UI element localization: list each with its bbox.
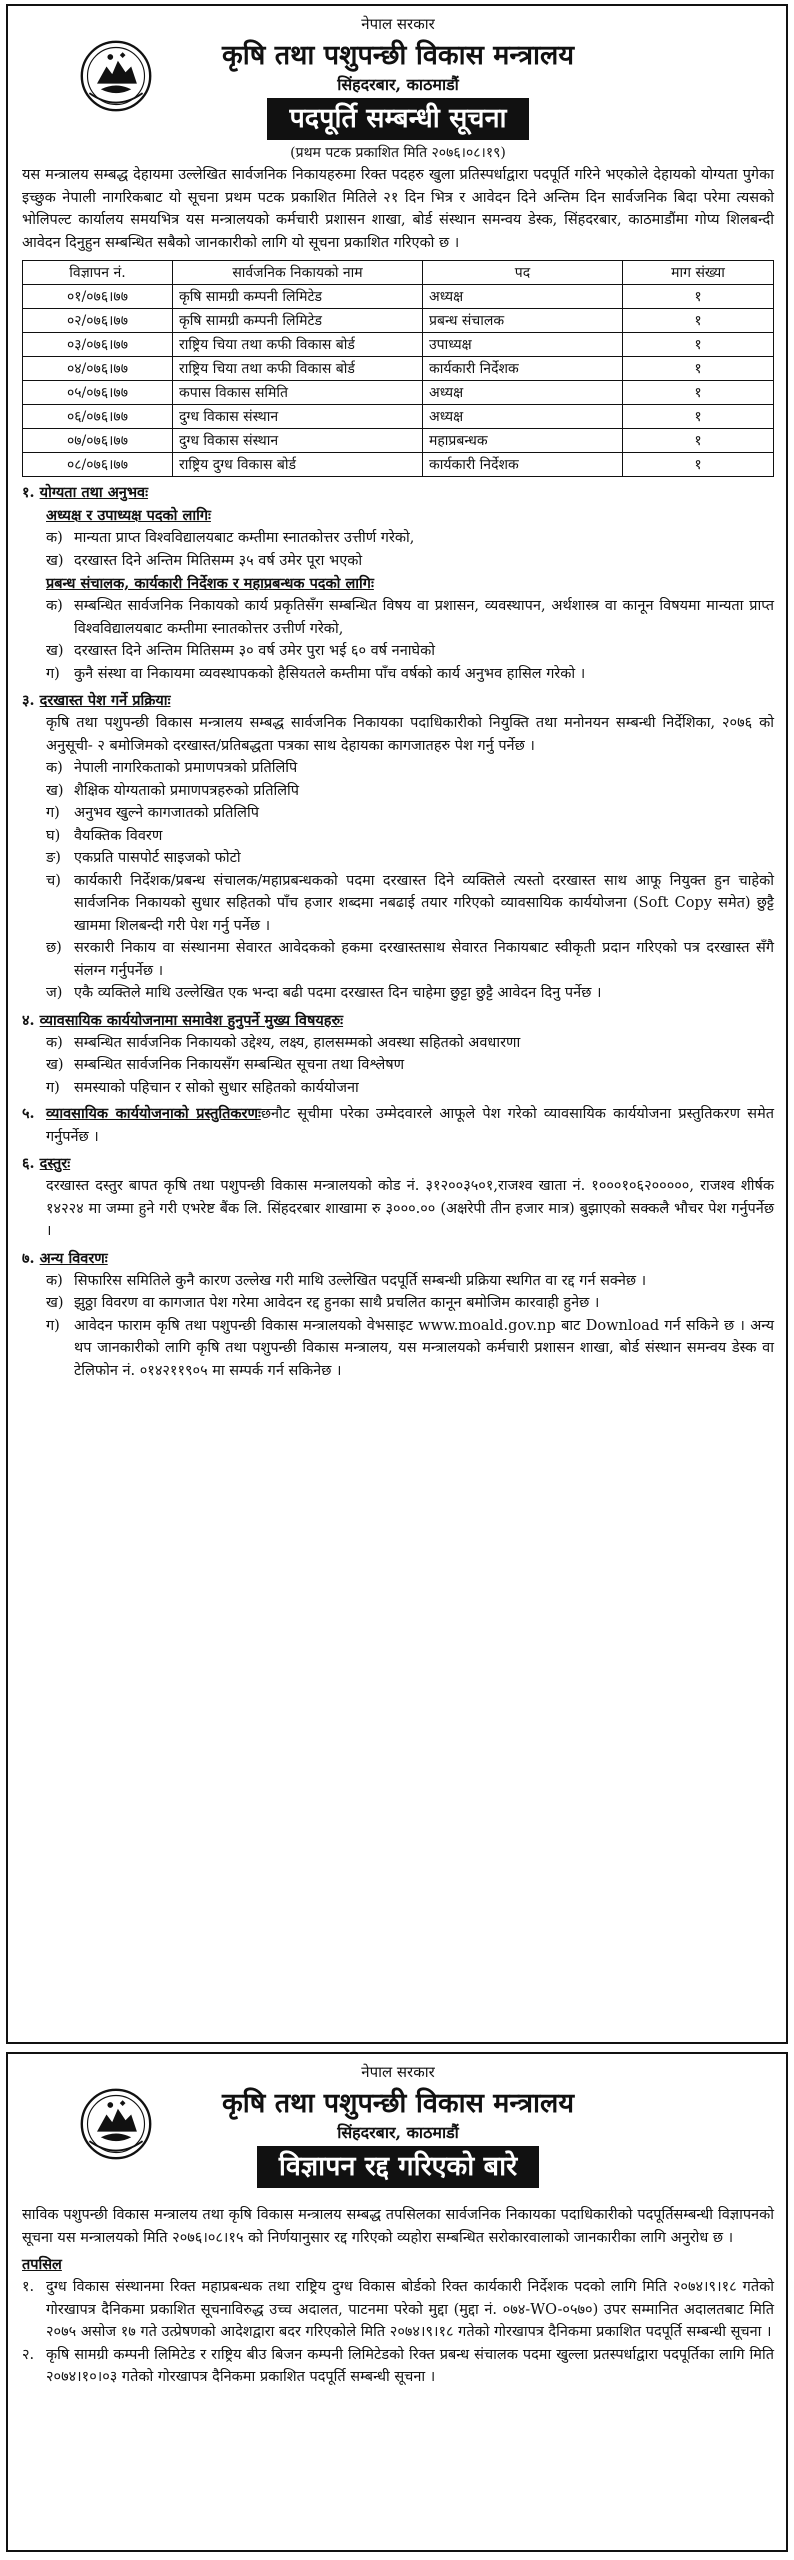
list-marker: ख) — [46, 552, 64, 569]
list-marker: ख) — [46, 782, 64, 799]
list-item — [22, 550, 774, 573]
table-row — [23, 381, 774, 405]
ministry-location: सिंहदरबार, काठमाडौं — [337, 2123, 459, 2142]
section-text: ५. व्यावसायिक कार्ययोजनाको प्रस्तुतिकरणःछनौट सूचीमा परेका उम्मेदवारले आफूले पेश गरेको व्यावसायिक कार्ययोजना प्रस्तुतिकरण समेत गर्नुपर्नेछ । — [22, 1105, 775, 1145]
list-text: सम्बन्धित सार्वजनिक निकायको उद्देश्य, लक्ष्य, हालसम्मको अवस्था सहितको अवधारणा — [74, 1034, 521, 1051]
list-item — [22, 982, 774, 1005]
cell-post: कार्यकारी निर्देशक — [423, 453, 623, 477]
notice-header — [22, 14, 774, 164]
list-marker: ग) — [46, 1079, 60, 1096]
vacancy-notice — [6, 4, 788, 2044]
list-marker: ग) — [46, 805, 60, 821]
cell-ad-no: ०२/०७६।७७ — [23, 309, 173, 333]
list-text: कृषि सामग्री कम्पनी लिमिटेड र राष्ट्रिय बीउ बिजन कम्पनी लिमिटेडको रिक्त प्रबन्ध संचालक पदमा खुल्ला प्रतस्पर्धाद्वारा पदपूर्तिका लागि मिति २०७४।१०।०३ गतेको गोरखापत्र दैनिकमा प्रकाशित पदपूर्ति सम्बन्धी सूचना । — [46, 2346, 774, 2385]
list-marker: क) — [46, 760, 63, 776]
government-label: नेपाल सरकार — [361, 15, 435, 33]
table-row — [23, 309, 774, 333]
list-text: एकै व्यक्तिले माथि उल्लेखित एक भन्दा बढी पदमा दरखास्त दिन चाहेमा छुट्टा छुट्टै आवेदन दिनु पर्नेछ । — [74, 985, 602, 1001]
list-text: कुनै संस्था वा निकायमा व्यवस्थापकको हैसियतले कम्तीमा पाँच वर्षको कार्य अनुभव हासिल गरेको । — [74, 665, 586, 682]
list-marker: ङ) — [46, 850, 61, 866]
cell-post: अध्यक्ष — [423, 381, 623, 405]
cell-ad-no: ०१/०७६।७७ — [23, 285, 173, 309]
cell-entity: कृषि सामग्री कम्पनी लिमिटेड — [173, 285, 423, 309]
ministry-name: कृषि तथा पशुपन्छी विकास मन्त्रालय — [221, 40, 574, 71]
list-text: शैक्षिक योग्यताको प्रमाणपत्रहरुको प्रतिलिपि — [74, 782, 300, 799]
section-application-process — [22, 689, 774, 1005]
col-header-post: पद — [423, 261, 623, 285]
list-marker: क) — [46, 1034, 63, 1051]
list-text: दुग्ध विकास संस्थानमा रिक्त महाप्रबन्धक तथा राष्ट्रिय दुग्ध विकास बोर्डको रिक्त कार्यकारी निर्देशक पदको लागि मिति २०७४।९।१८ गतेको गोरखापत्र दैनिकमा प्रकाशित सूचनाविरुद्ध उच्च अदालत, पाटनमा परेको मुद्दा (मुद्दा नं. ०७४-WO-०५७०) उपर सम्मानित अदालतबाट मिति २०७५ असोज १७ गते उत्प्रेषणको आदेशद्वारा बदर गरिएकोले मिति २०७४।९।१८ गतेको गोरखापत्र दैनिकमा प्रकाशित पदपूर्ति सम्बन्धी सूचना । — [46, 2279, 774, 2340]
section-heading: १. योग्यता तथा अनुभवः — [22, 484, 149, 501]
details-heading: तपसिल — [22, 2256, 62, 2273]
section-fee — [22, 1152, 774, 1243]
cell-post: महाप्रबन्धक — [423, 429, 623, 453]
list-marker: ख) — [46, 1295, 64, 1311]
intro-paragraph: यस मन्त्रालय सम्बद्ध देहायमा उल्लेखित सार्वजनिक निकायहरुमा रिक्त पदहरु खुला प्रतिस्पर्धाद्वारा पदपूर्ति गरिने भएकोले देहायको योग्यता पुगेका इच्छुक नेपाली नागरिकबाट यो सूचना प्रथम पटक प्रकाशित मितिले २१ दिन भित्र र आवेदन दिने अन्तिम दिन सार्वजनिक बिदा परेमा त्यसको भोलिपल्ट कार्यालय समयभित्र यस मन्त्रालयको कर्मचारी प्रशासन शाखा, बोर्ड संस्थान समन्वय डेस्क, सिंहदरबार, काठमाडौंमा गोप्य शिलबन्दी आवेदन दिनुहुन सम्बन्धित सबैको जानकारीको लागि यो सूचना प्रकाशित गरिएको छ । — [22, 167, 774, 251]
list-text: दरखास्त दिने अन्तिम मितिसम्म ३० वर्ष उमेर पुरा भई ६० वर्ष ननाघेको — [74, 643, 435, 659]
list-item — [22, 870, 774, 938]
list-item — [22, 2276, 774, 2344]
list-marker: १. — [22, 2279, 35, 2295]
list-marker: च) — [46, 872, 61, 889]
cell-ad-no: ०६/०७६।७७ — [23, 405, 173, 429]
cell-count: १ — [623, 309, 774, 333]
cell-ad-no: ०४/०७६।७७ — [23, 357, 173, 381]
list-text: सम्बन्धित सार्वजनिक निकायसँग सम्बन्धित सूचना तथा विश्लेषण — [74, 1057, 405, 1073]
notice-header — [22, 2062, 774, 2204]
government-emblem-icon — [78, 2086, 154, 2162]
list-marker: ग) — [46, 1317, 60, 1334]
cell-post: प्रबन्ध संचालक — [423, 309, 623, 333]
cell-count: १ — [623, 285, 774, 309]
list-item — [22, 847, 774, 870]
section-qualification — [22, 481, 774, 685]
table-row — [23, 285, 774, 309]
item-list — [22, 527, 774, 572]
list-marker: घ) — [46, 827, 61, 844]
vacancy-table — [22, 260, 774, 477]
subsection-heading: प्रबन्ध संचालक, कार्यकारी निर्देशक र महाप्रबन्धक पदको लागिः — [46, 575, 374, 592]
list-item — [22, 802, 774, 825]
vacancy-table-body — [23, 285, 774, 477]
cell-entity: राष्ट्रिय चिया तथा कफी विकास बोर्ड — [173, 333, 423, 357]
list-item — [22, 1032, 774, 1055]
section-business-plan-presentation — [22, 1103, 774, 1148]
list-text: सिफारिस समितिले कुनै कारण उल्लेख गरी माथि उल्लेखित पदपूर्ति सम्बन्धी प्रक्रिया स्थगित वा रद्द गर्न सक्नेछ । — [74, 1272, 647, 1289]
list-marker: ख) — [46, 1057, 64, 1073]
table-header-row — [23, 261, 774, 285]
table-row — [23, 333, 774, 357]
list-item — [22, 1270, 774, 1293]
list-item — [22, 780, 774, 803]
item-list — [22, 1270, 774, 1383]
cell-post: कार्यकारी निर्देशक — [423, 357, 623, 381]
list-marker: ख) — [46, 643, 64, 659]
section-heading: ६. दस्तुरः — [22, 1155, 71, 1172]
list-item — [22, 757, 774, 780]
cell-entity: दुग्ध विकास संस्थान — [173, 429, 423, 453]
section-heading: ३. दरखास्त पेश गर्ने प्रक्रियाः — [22, 692, 171, 709]
item-list — [22, 757, 774, 1005]
intro-paragraph: साविक पशुपन्छी विकास मन्त्रालय तथा कृषि विकास मन्त्रालय सम्बद्ध तपसिलका सार्वजनिक निकायका पदाधिकारीको पदपूर्तिसम्बन्धी विज्ञापनको सूचना यस मन्त्रालयको मिति २०७६।०८।१५ को निर्णयानुसार रद्द गरिएको व्यहोरा सम्बन्धित सरोकारवालाको जानकारीका लागि अनुरोध छ । — [22, 2207, 774, 2246]
cell-entity: राष्ट्रिय चिया तथा कफी विकास बोर्ड — [173, 357, 423, 381]
publish-note: (प्रथम पटक प्रकाशित मिति २०७६।०८।१९) — [290, 145, 506, 161]
subsection-heading: अध्यक्ष र उपाध्यक्ष पदको लागिः — [46, 507, 211, 524]
list-marker: क) — [46, 1272, 63, 1289]
list-text: नेपाली नागरिकताको प्रमाणपत्रको प्रतिलिपि — [74, 760, 298, 776]
list-marker: ज) — [46, 985, 63, 1001]
list-text: झुठ्ठा विवरण वा कागजात पेश गरेमा आवेदन रद्द हुनका साथै प्रचलित कानून बमोजिम कारवाही हुनेछ । — [74, 1295, 600, 1311]
section-paragraph: दरखास्त दस्तुर बापत कृषि तथा पशुपन्छी विकास मन्त्रालयको कोड नं. ३१२००३५०१,राजश्व खाता नं. १०००१०६२०००००, राजश्व शीर्षक १४२२४ मा जम्मा हुने गरी एभरेष्ट बैंक लि. सिंहदरबार शाखामा रु ३०००.०० (अक्षरेपी तीन हजार मात्र) बुझाएको सक्कलै भौचर पेश गर्नुपर्नेछ । — [46, 1178, 774, 1239]
government-emblem-icon — [78, 38, 154, 114]
list-marker: क) — [46, 530, 63, 546]
list-text: सम्बन्धित सार्वजनिक निकायको कार्य प्रकृतिसँग सम्बन्धित विषय वा प्रशासन, व्यवस्थापन, अर्थशास्त्र वा कानून विषयमा मान्यता प्राप्त विश्वविद्यालयबाट कम्तीमा स्नातकोत्तर उत्तीर्ण गरेको, — [74, 598, 774, 637]
notice-title: पदपूर्ति सम्बन्धी सूचना — [267, 98, 528, 140]
list-text: मान्यता प्राप्त विश्वविद्यालयबाट कम्तीमा स्नातकोत्तर उत्तीर्ण गरेको, — [74, 530, 415, 546]
section-heading: ४. व्यावसायिक कार्ययोजनामा समावेश हुनुपर्ने मुख्य विषयहरुः — [22, 1011, 344, 1029]
list-text: सरकारी निकाय वा संस्थानमा सेवारत आवेदकको हकमा दरखास्तसाथ सेवारत निकायबाट स्वीकृती प्रदान गरिएको पत्र दरखास्त सँगै संलग्न गर्नुपर्नेछ । — [74, 940, 774, 979]
list-text: समस्याको पहिचान र सोको सुधार सहितको कार्ययोजना — [74, 1079, 359, 1096]
list-text: दरखास्त दिने अन्तिम मितिसम्म ३५ वर्ष उमेर पूरा भएको — [74, 552, 363, 569]
table-row — [23, 357, 774, 381]
cell-ad-no: ०५/०७६।७७ — [23, 381, 173, 405]
list-item — [22, 1292, 774, 1315]
cell-count: १ — [623, 381, 774, 405]
col-header-ad-no: विज्ञापन नं. — [23, 261, 173, 285]
cell-count: १ — [623, 357, 774, 381]
table-row — [23, 453, 774, 477]
item-list — [22, 595, 774, 685]
cell-ad-no: ०७/०७६।७७ — [23, 429, 173, 453]
list-item — [22, 640, 774, 663]
list-item — [22, 2344, 774, 2389]
cell-post: अध्यक्ष — [423, 405, 623, 429]
list-item — [22, 1054, 774, 1077]
list-text: अनुभव खुल्ने कागजातको प्रतिलिपि — [74, 805, 259, 821]
cell-post: उपाध्यक्ष — [423, 333, 623, 357]
col-header-entity: सार्वजनिक निकायको नाम — [173, 261, 423, 285]
cell-ad-no: ०३/०७६।७७ — [23, 333, 173, 357]
item-list — [22, 2276, 774, 2389]
list-item — [22, 595, 774, 640]
cell-count: १ — [623, 333, 774, 357]
list-text: एकप्रति पासपोर्ट साइजको फोटो — [74, 850, 241, 866]
cancellation-notice — [6, 2052, 788, 2552]
ministry-name: कृषि तथा पशुपन्छी विकास मन्त्रालय — [221, 2088, 574, 2119]
list-marker: क) — [46, 598, 63, 614]
section-other-details — [22, 1247, 774, 1383]
list-text: कार्यकारी निर्देशक/प्रबन्ध संचालक/महाप्रबन्धकको पदमा दरखास्त दिने व्यक्तिले त्यस्तो दरखास्त साथ आफू नियुक्त हुन चाहेको सार्वजनिक निकायको सुधार सहितको पाँच हजार शब्दमा नबढाई तयार गरिएको व्यावसायिक कार्ययोजना (Soft Copy समेत) छुट्टै खाममा शिलबन्दी गरी पेश गर्नु पर्नेछ । — [74, 872, 774, 934]
list-marker: ग) — [46, 665, 60, 682]
cell-entity: दुग्ध विकास संस्थान — [173, 405, 423, 429]
list-item — [22, 527, 774, 550]
list-item — [22, 1077, 774, 1100]
cell-count: १ — [623, 405, 774, 429]
cell-count: १ — [623, 453, 774, 477]
list-text: वैयक्तिक विवरण — [74, 827, 163, 844]
table-row — [23, 405, 774, 429]
cell-count: १ — [623, 429, 774, 453]
cell-entity: कपास विकास समिति — [173, 381, 423, 405]
item-list — [22, 1032, 774, 1100]
list-item — [22, 825, 774, 848]
section-heading: ७. अन्य विवरणः — [22, 1249, 108, 1267]
cell-entity: राष्ट्रिय दुग्ध विकास बोर्ड — [173, 453, 423, 477]
list-marker: २. — [22, 2346, 35, 2363]
cell-ad-no: ०८/०७६।७७ — [23, 453, 173, 477]
list-marker: छ) — [46, 940, 62, 956]
table-row — [23, 429, 774, 453]
list-item — [22, 937, 774, 982]
list-item — [22, 663, 774, 686]
ministry-location: सिंहदरबार, काठमाडौं — [337, 75, 459, 94]
government-label: नेपाल सरकार — [361, 2063, 435, 2081]
notice-title: विज्ञापन रद्द गरिएको बारे — [257, 2146, 539, 2188]
cell-post: अध्यक्ष — [423, 285, 623, 309]
cell-entity: कृषि सामग्री कम्पनी लिमिटेड — [173, 309, 423, 333]
section-paragraph: कृषि तथा पशुपन्छी विकास मन्त्रालय सम्बद्ध सार्वजनिक निकायका पदाधिकारीको नियुक्ति तथा मनोनयन सम्बन्धी निर्देशिका, २०७६ को अनुसूची- २ बमोजिमको दरखास्त/प्रतिबद्धता पत्रका साथ देहायका कागजातहरु पेश गर्नु पर्नेछ । — [46, 715, 774, 754]
col-header-count: माग संख्या — [623, 261, 774, 285]
list-item — [22, 1315, 774, 1383]
section-business-plan-topics — [22, 1009, 774, 1100]
list-text: आवेदन फाराम कृषि तथा पशुपन्छी विकास मन्त्रालयको वेभसाइट www.moald.gov.np बाट Download गर्न सकिने छ । अन्य थप जानकारीको लागि कृषि तथा पशुपन्छी विकास मन्त्रालय, यस मन्त्रालयको कर्मचारी प्रशासन शाखा, बोर्ड संस्थान समन्वय डेस्क वा टेलिफोन नं. ०१४२११९०५ मा सम्पर्क गर्न सकिनेछ । — [74, 1317, 774, 1379]
